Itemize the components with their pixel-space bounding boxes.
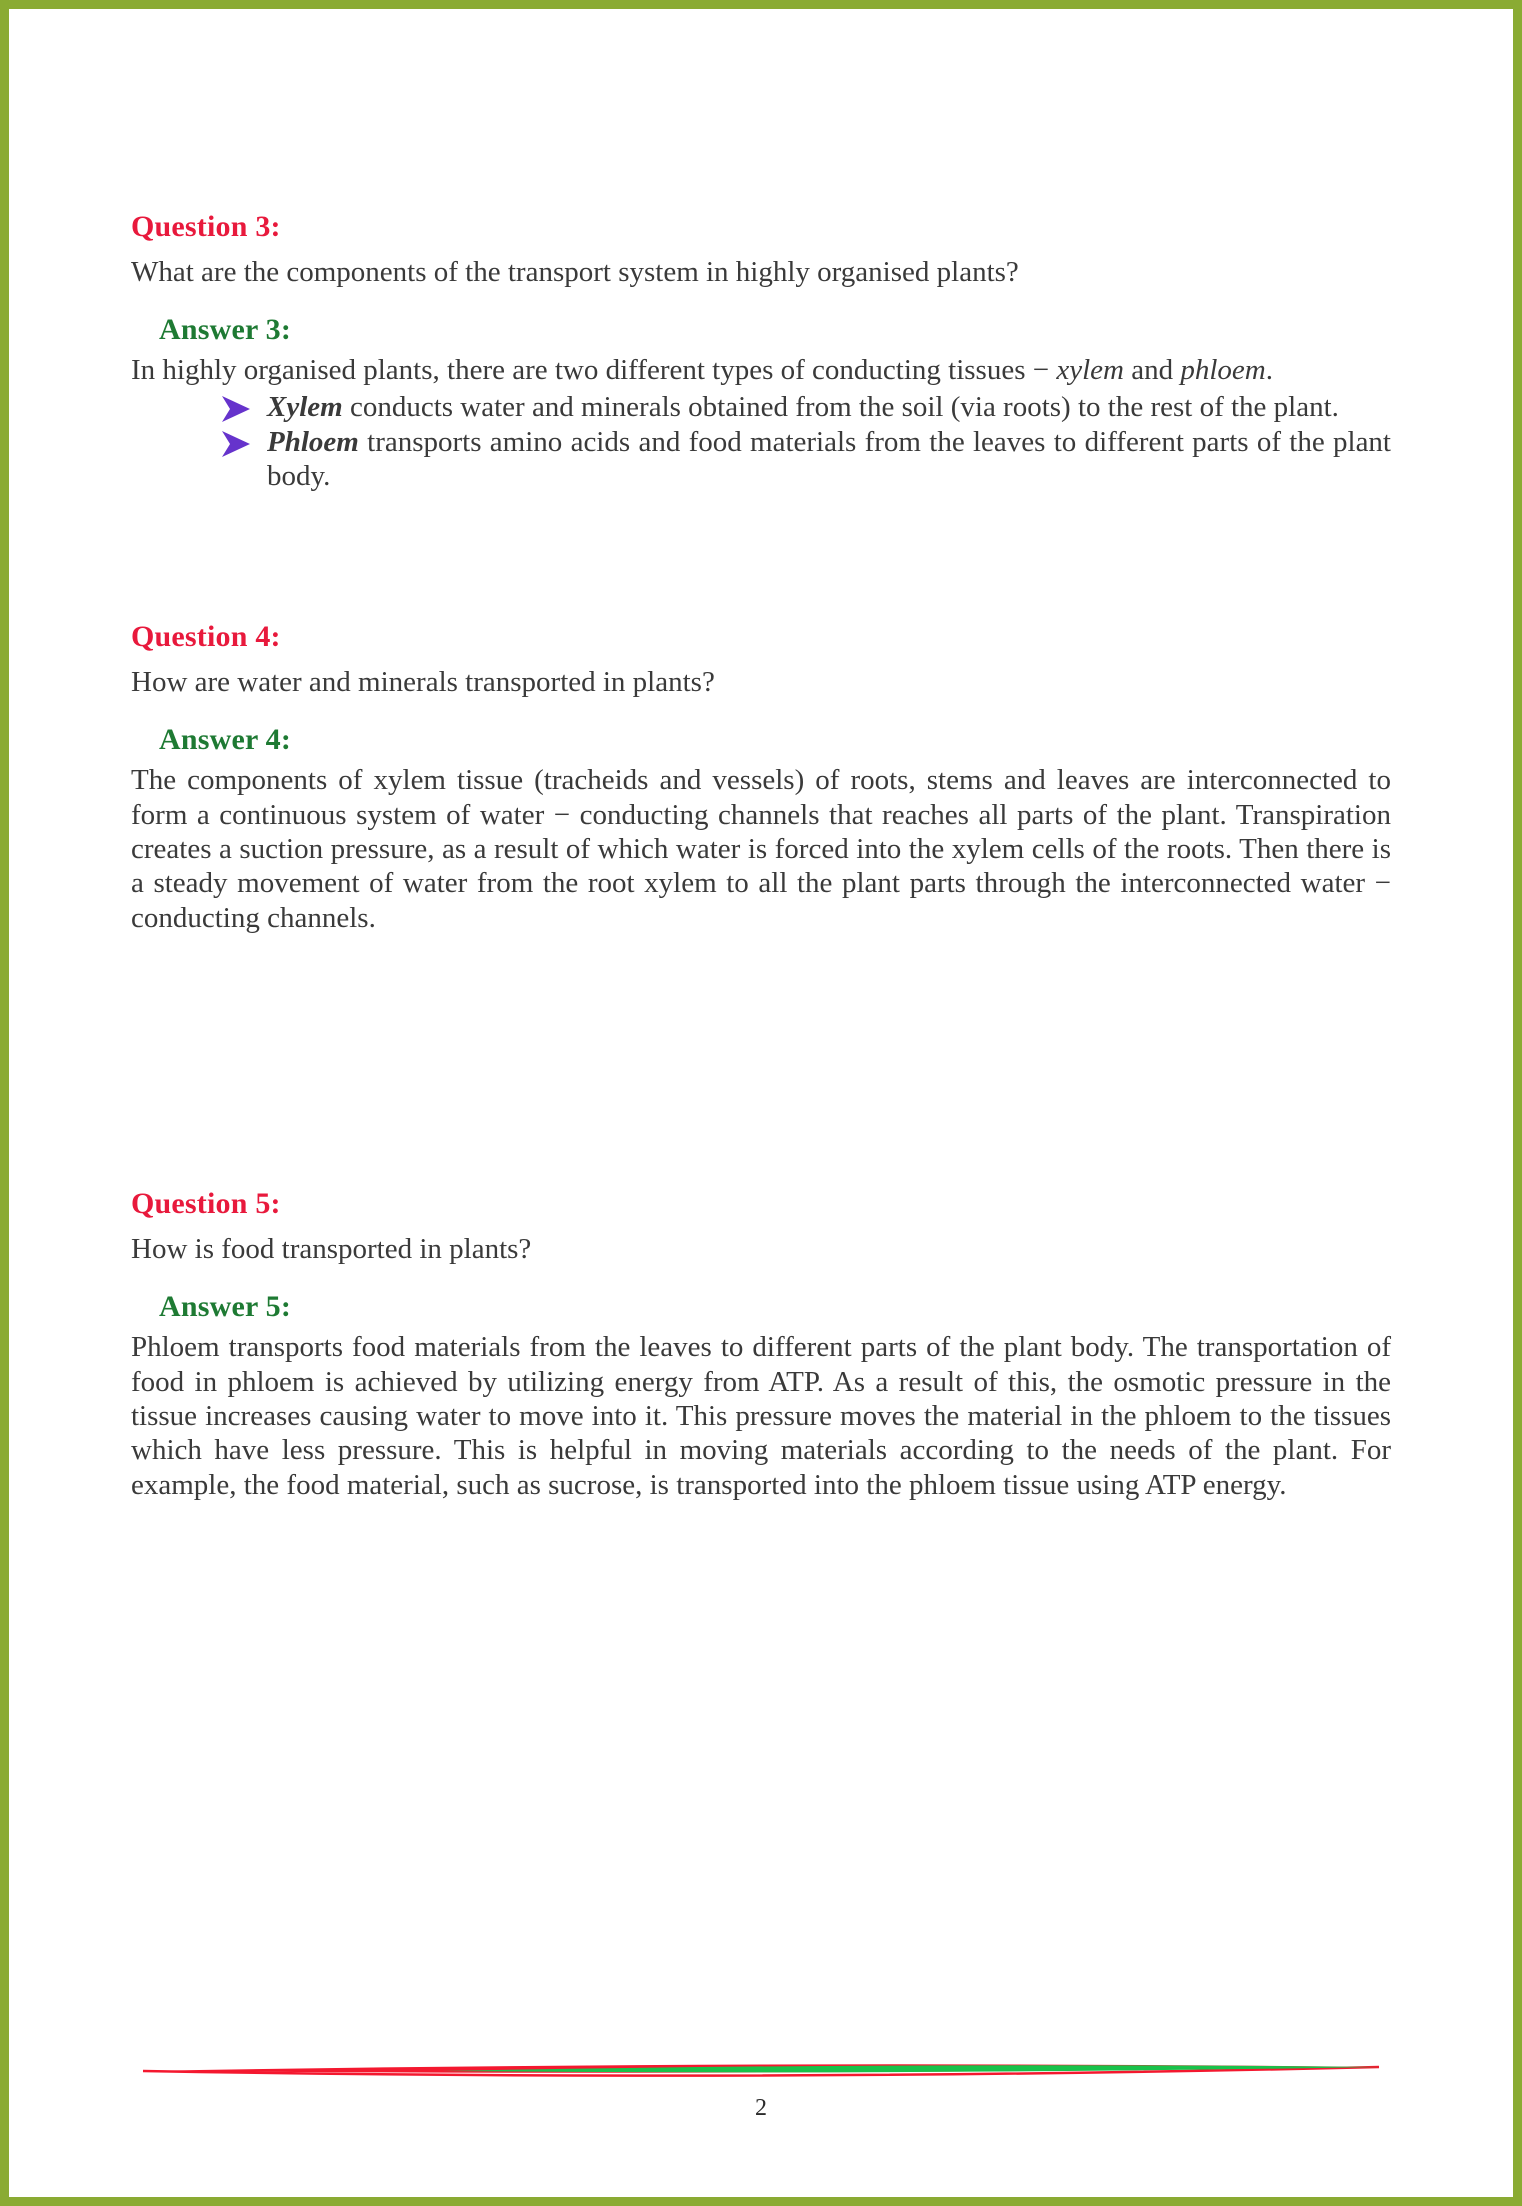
section-question-4 — [131, 620, 1391, 935]
question-4-heading: Question 4: — [131, 620, 281, 653]
answer-3-lead-pre: In highly organised plants, there are two different types of conducting tissues − — [131, 354, 1057, 387]
answer-5-text: Phloem transports food materials from the leaves to different parts of the plant body. The transportation of food in phloem is achieved by utilizing energy from ATP. As a result of this, the osmotic pressure in the tissue increases causing water to move into it. This pressure moves the material in the phloem to the tissues which have less pressure. This is helpful in moving materials according to the needs of the plant. For example, the food material, such as sucrose, is transported into the phloem tissue using ATP energy. — [131, 1331, 1391, 1501]
answer-3-lead-mid: and — [1123, 354, 1181, 387]
bullet-text-phloem: transports amino acids and food materials from the leaves to different parts of the plant body. — [267, 425, 1391, 493]
footer-decorative-rule — [141, 2055, 1381, 2083]
question-3-text: What are the components of the transport system in highly organised plants? — [131, 255, 1019, 288]
bullet-term-xylem: Xylem — [267, 390, 343, 423]
answer-3-lead-post: . — [1265, 354, 1273, 387]
answer-5-heading: Answer 5: — [159, 1289, 292, 1323]
spacer-q4 — [131, 699, 1391, 723]
answer-4-text: The components of xylem tissue (tracheids and vessels) of roots, stems and leaves are interconnected to form a continuous system of water − conducting channels that reaches all parts of the plant. Transpiration creates a suction pressure, as a result of which water is forced into the xylem cells of the roots. Then there is a steady movement of water from the root xylem to all the plant parts through the interconnected water − conducting channels. — [131, 764, 1391, 934]
answer-3-lead — [131, 353, 1391, 387]
section-question-3 — [131, 210, 1391, 495]
answer-3-term-xylem: xylem — [1056, 354, 1124, 387]
bullet-text-xylem: conducts water and minerals obtained from the soil (via roots) to the rest of the plant. — [342, 390, 1339, 423]
list-item — [219, 390, 1391, 424]
answer-4-heading: Answer 4: — [159, 722, 292, 756]
question-4-text: How are water and minerals transported in plants? — [131, 665, 715, 698]
spacer-q3 — [131, 289, 1391, 313]
question-3-heading: Question 3: — [131, 210, 281, 243]
page-footer — [131, 2055, 1391, 2122]
list-item — [219, 425, 1391, 494]
bullet-term-phloem: Phloem — [267, 425, 359, 458]
answer-3-heading: Answer 3: — [159, 312, 292, 346]
arrow-bullet-icon — [219, 429, 253, 459]
answer-3-bullet-list — [131, 390, 1391, 494]
section-question-5 — [131, 1187, 1391, 1502]
answer-3-term-phloem: phloem — [1180, 354, 1266, 387]
question-5-heading: Question 5: — [131, 1187, 281, 1220]
spacer-q5 — [131, 1266, 1391, 1290]
question-5-text: How is food transported in plants? — [131, 1232, 532, 1265]
page-number: 2 — [755, 2095, 767, 2121]
arrow-bullet-icon — [219, 394, 253, 424]
